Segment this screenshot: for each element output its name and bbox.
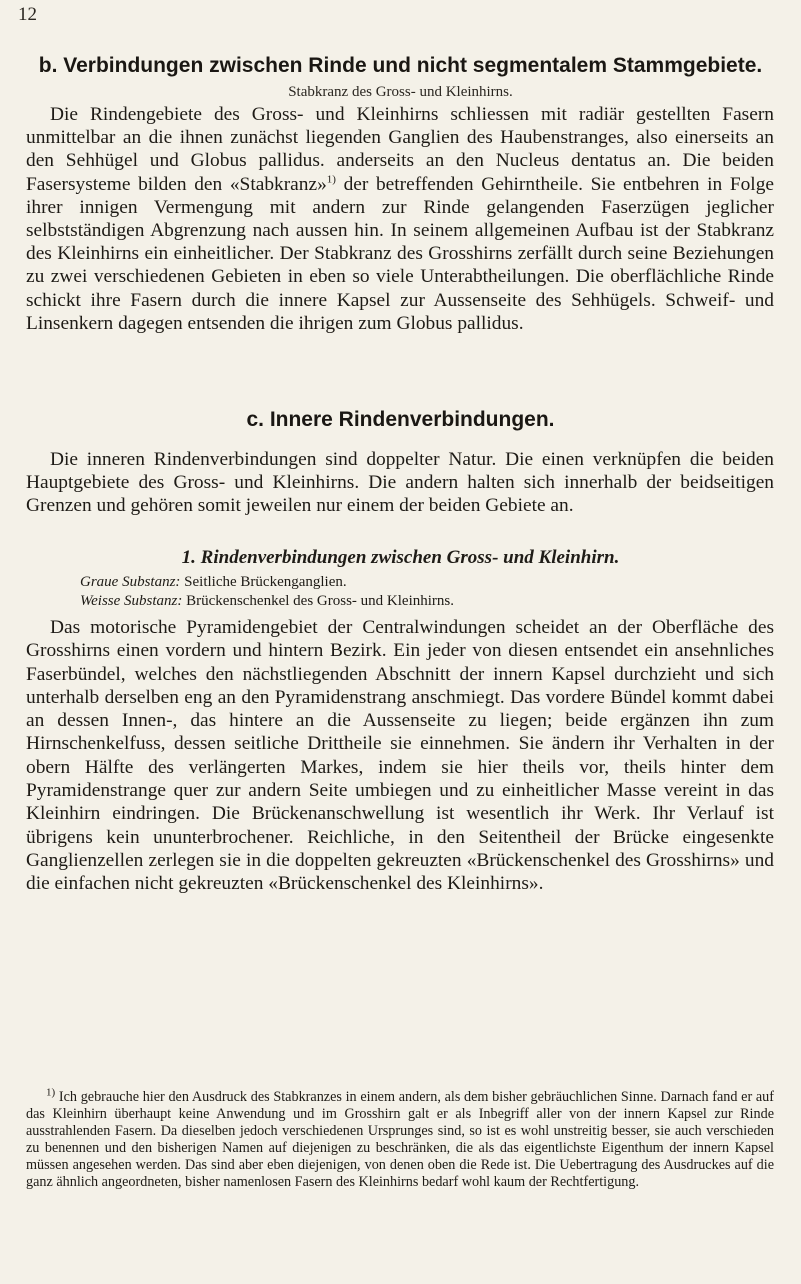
section-b-subtitle: Stabkranz des Gross- und Kleinhirns.: [288, 84, 513, 100]
footnote-reference[interactable]: 1): [326, 173, 336, 186]
footnote-text: Ich gebrauche hier den Ausdruck des Stabkranzes in einem andern, als dem bisher gebräuchlichen Sinne. Darnach fand er auf das Kleinhirn überhaupt keine Anwendung und im Grosshirn galt er als Inbegriff aller von der innern Kapsel zur Rinde ausstrahlenden Fasern. Da dieselben jedoch verschiedenen Ursprunges sind, so ist es wohl unstreitig besser, sie auch verschieden zu benennen und den bisherigen Namen auf diejenigen zu beschränken, die als das eigentlichste Eigenthum der innern Kapsel müssen angesehen werden. Das sind aber eben diejenigen, von denen oben die Rede ist. Die Uebertragung des Ausdruckes auf die ganz ähnlich angeordneten, bisher namenlosen Fasern des Kleinhirns bedarf wohl kaum der Rechtfertigung.: [26, 1089, 774, 1191]
footnote: [26, 1086, 774, 1192]
subsection-1-paragraph: Das motorische Pyramidengebiet der Centralwindungen scheidet an der Oberfläche des Grosshirns einen vordern und hintern Bezirk. Ein jeder von diesen entsendet ein ansehnliches Faserbündel, welches den nächstliegenden Abschnitt der innern Kapsel durchzieht und sich unterhalb derselben eng an den Pyramidenstrang anschmiegt. Das vordere Bündel kommt dabei an dessen Innen-, das hintere an die Aussenseite zu liegen; beide ergänzen ihn zum Hirnschenkelfuss, dessen seitliche Drittheile sie einnehmen. Sie ändern ihr Verhalten in der obern Hälfte des verlängerten Markes, indem sie hier theils vor, theils hinter dem Pyramidenstrange quer zur andern Seite umbiegen und zu einheitlicher Masse vereint in das Kleinhirn eindringen. Die Brückenanschwellung ist wesentlich ihr Werk. Ihr Verlauf ist übrigens kein ununterbrochener. Reichliche, in den Seitentheil der Brücke eingesenkte Ganglienzellen zerlegen sie in die doppelten gekreuzten «Brückenschenkel des Grosshirns» und die einfachen nicht gekreuzten «Brückenschenkel des Kleinhirns».: [26, 617, 774, 895]
section-c-title: c. Innere Rindenverbindungen.: [246, 408, 555, 431]
grey-substance-value: Seitliche Brückenganglien.: [184, 574, 347, 590]
subsection-1-title: 1. Rindenverbindungen zwischen Gross- und Kleinhirn.: [181, 547, 620, 568]
page-number: 12: [18, 4, 37, 25]
white-substance-row: [80, 593, 740, 610]
section-c-paragraph: Die inneren Rindenverbindungen sind doppelter Natur. Die einen verknüpfen die beiden Hauptgebiete des Gross- und Kleinhirns. Die andern halten sich innerhalb der beidseitigen Grenzen und gehören somit jeweilen nur einem der beiden Gebiete an.: [26, 449, 774, 517]
footnote-marker: 1): [46, 1086, 56, 1099]
grey-substance-row: [80, 574, 740, 591]
section-b-paragraph: [26, 103, 774, 335]
section-b-title: b. Verbindungen zwischen Rinde und nicht segmentalem Stammgebiete.: [38, 54, 763, 77]
white-substance-value: Brückenschenkel des Gross- und Kleinhirns.: [186, 593, 454, 609]
grey-substance-label: Graue Substanz:: [80, 574, 181, 590]
section-b-text-part2: der betreffenden Gehirntheile. Sie entbehren in Folge ihrer innigen Vermengung mit andern zur Rinde gelangenden Faserzügen jeglicher selbstständigen Abgrenzung nach aussen hin. In seinem allgemeinen Aufbau ist der Stabkranz des Kleinhirns ein einheitlicher. Der Stabkranz des Grosshirns zerfällt durch seine Beziehungen zu zwei verschiedenen Gebieten in eben so viele Unterabtheilungen. Die oberflächliche Rinde schickt ihre Fasern durch die innere Kapsel zur Aussenseite des Sehhügels. Schweif- und Linsenkern dagegen entsenden die ihrigen zum Globus pallidus.: [26, 173, 774, 334]
white-substance-label: Weisse Substanz:: [80, 593, 183, 609]
section-b-text-part1: Die Rindengebiete des Gross- und Kleinhirns schliessen mit radiär gestellten Fasern unmittelbar an die ihnen zunächst liegenden Ganglien des Haubenstranges, also einerseits an den Sehhügel und Globus pallidus. anderseits an den Nucleus dentatus an. Die beiden Fasersysteme bilden den «Stabkranz»: [26, 104, 774, 195]
